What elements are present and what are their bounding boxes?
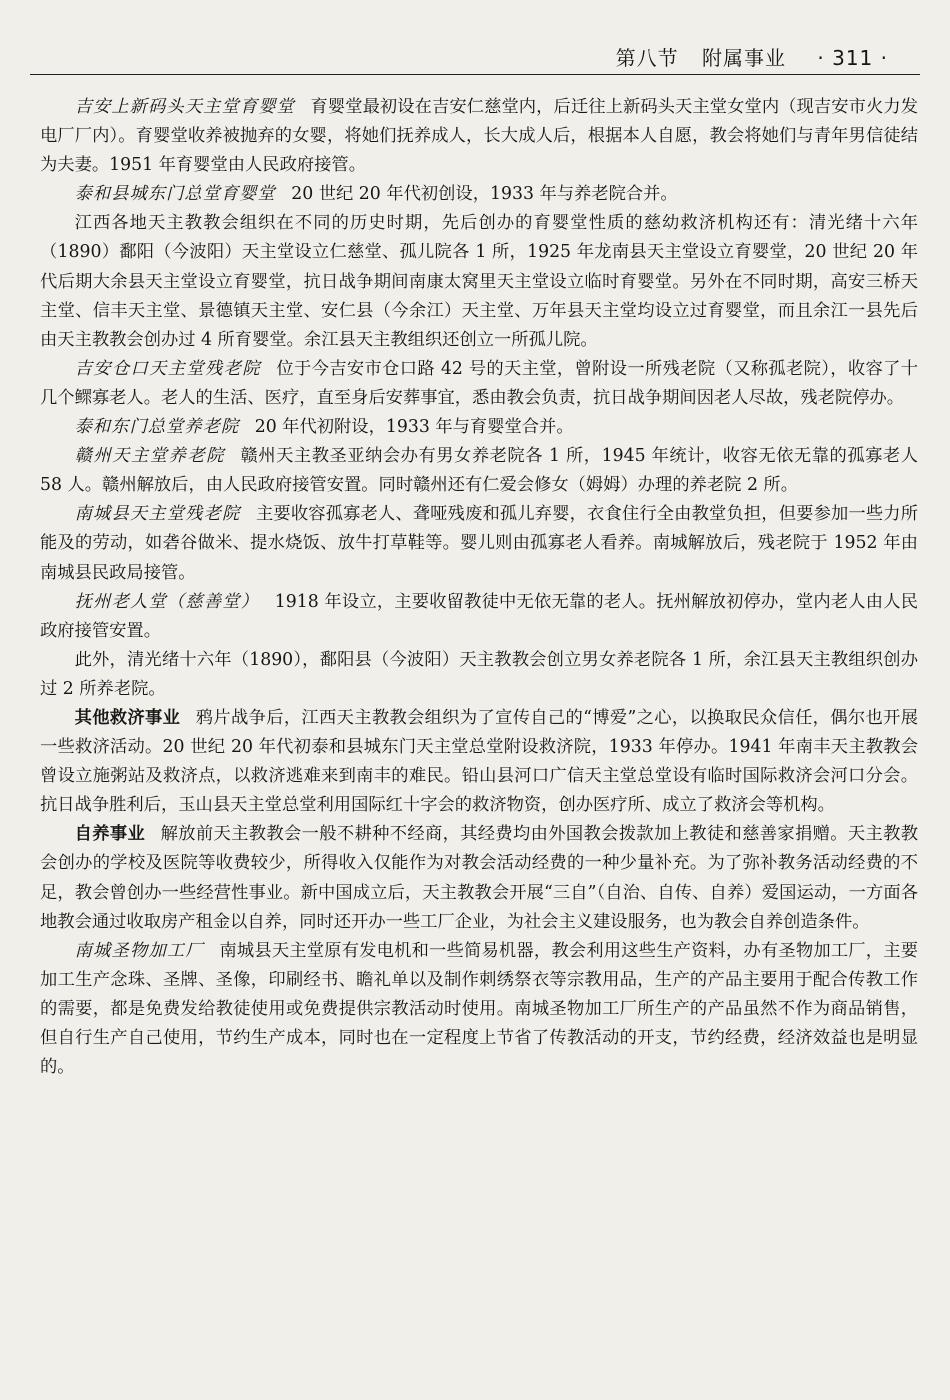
paragraph-heading: 南城县天主堂残老院 <box>74 504 241 525</box>
paragraph-body: 解放前天主教教会一般不耕种不经商，其经费均由外国教会拨款加上教徒和慈善家捐赠。天主教教会创办的学校及医院等收费较少，所得收入仅能作为对教会活动经费的一种少量补充。为了弥补教务活动经费的不足，教会曾创办一些经营性事业。新中国成立后，天主教教会开展“三自”（自治、自传、自养）爱国运动，一方面各地教会通过收取房产租金以自养，同时还开办一些工厂企业，为社会主义建设服务，也为教会自养创造条件。 <box>40 824 918 932</box>
paragraph-heading: 南城圣物加工厂 <box>74 940 204 961</box>
paragraph-heading: 泰和县城东门总堂育婴堂 <box>74 184 276 205</box>
paragraph-jiangxi-orphanages <box>40 209 918 354</box>
header-rule <box>30 74 920 75</box>
paragraph-ji-an-elderly-home <box>40 355 918 413</box>
section-label: 第八节 <box>615 46 679 70</box>
paragraph-other-elderly-homes <box>40 646 918 704</box>
paragraph-body: 鸦片战争后，江西天主教教会组织为了宣传自己的“博爱”之心，以换取民众信任，偶尔也开展一些救济活动。20 世纪 20 年代初泰和县城东门天主堂总堂附设救济院，1933 年停办。1941 年南丰天主教教会曾设立施粥站及救济点，以救济逃难来到南丰的难民。铅山县河口广信天主堂总堂设有临时国际救济会河口分会。抗日战争胜利后，玉山县天主堂总堂利用国际红十字会的救济物资，创办医疗所、成立了救济会等机构。 <box>40 707 918 816</box>
paragraph-taihe-elderly-home <box>40 413 918 442</box>
chapter-title: 附属事业 <box>702 46 787 70</box>
paragraph-body: 20 年代初附设，1933 年与育婴堂合并。 <box>254 417 574 438</box>
paragraph-other-relief <box>40 704 918 820</box>
paragraph-heading: 抚州老人堂（慈善堂） <box>74 591 260 612</box>
paragraph-body: 江西各地天主教教会组织在不同的历史时期，先后创办的育婴堂性质的慈幼救济机构还有：清光绪十六年（1890）鄱阳（今波阳）天主堂设立仁慈堂、孤儿院各 1 所，1925 年龙南县天主堂设立育婴堂，20 世纪 20 年代后期大余县天主堂设立育婴堂，抗日战争期间南康太窝里天主堂设立临时育婴堂。另外在不同时期，高安三桥天主堂、信丰天主堂、景德镇天主堂、安仁县（今余江）天主堂、万年县天主堂均设立过育婴堂，而且余江一县先后由天主教教会创办过 4 所育婴堂。余江县天主教组织还创立一所孤儿院。 <box>40 213 918 350</box>
section-heading: 其他救济事业 <box>74 707 181 728</box>
paragraph-body: 位于今吉安市仓口路 42 号的天主堂，曾附设一所残老院（又称孤老院），收容了十几个鳏寡老人。老人的生活、医疗，直至身后安葬事宜，悉由教会负责，抗日战争期间因老人尽故，残老院停办。 <box>40 358 918 408</box>
paragraph-heading: 赣州天主堂养老院 <box>74 446 225 467</box>
paragraph-body: 此外，清光绪十六年（1890），鄱阳县（今波阳）天主教教会创立男女养老院各 1 所，余江县天主教组织创办过 2 所养老院。 <box>40 649 918 699</box>
paragraph-nancheng-workshop <box>40 937 918 1082</box>
running-header <box>616 42 888 71</box>
paragraph-body: 赣州天主教圣亚纳会办有男女养老院各 1 所，1945 年统计，收容无依无靠的孤寡老人 58 人。赣州解放后，由人民政府接管安置。同时赣州还有仁爱会修女（姆姆）办理的养老院 2 所。 <box>40 446 918 496</box>
paragraph-body: 主要收容孤寡老人、聋哑残废和孤儿弃婴，衣食住行全由教堂负担，但要参加一些力所能及的劳动，如砻谷做米、提水烧饭、放牛打草鞋等。婴儿则由孤寡老人看养。南城解放后，残老院于 1952 年由南城县民政局接管。 <box>40 504 918 583</box>
paragraph-body: 南城县天主堂原有发电机和一些简易机器，教会利用这些生产资料，办有圣物加工厂，主要加工生产念珠、圣牌、圣像，印刷经书、瞻礼单以及制作刺绣祭衣等宗教用品，生产的产品主要用于配合传教工作的需要，都是免费发给教徒使用或免费提供宗教活动时使用。南城圣物加工厂所生产的产品虽然不作为商品销售，但自行生产自己使用，节约生产成本，同时也在一定程度上节省了传教活动的开支，节约经费，经济效益也是明显的。 <box>40 940 918 1078</box>
paragraph-heading: 吉安仓口天主堂残老院 <box>74 358 261 379</box>
paragraph-heading: 泰和东门总堂养老院 <box>74 417 240 438</box>
page-number: · 311 · <box>817 46 888 70</box>
section-heading: 自养事业 <box>74 824 146 845</box>
paragraph-heading: 吉安上新码头天主堂育婴堂 <box>74 97 295 117</box>
paragraph-fuzhou-elderly-hall <box>40 588 918 646</box>
paragraph-nancheng-elderly-home <box>40 500 918 587</box>
paragraph-taihe-orphanage <box>40 180 918 209</box>
body-text <box>40 93 918 1082</box>
paragraph-body: 20 世纪 20 年代初创设，1933 年与养老院合并。 <box>291 184 678 205</box>
paragraph-body: 1918 年设立，主要收留教徒中无依无靠的老人。抚州解放初停办，堂内老人由人民政府接管安置。 <box>40 591 918 641</box>
paragraph-self-support <box>40 820 918 936</box>
paragraph-body: 育婴堂最初设在吉安仁慈堂内，后迁往上新码头天主堂女堂内（现吉安市火力发电厂厂内）。育婴堂收养被抛弃的女婴，将她们抚养成人，长大成人后，根据本人自愿，教会将她们与青年男信徒结为夫妻。1951 年育婴堂由人民政府接管。 <box>40 97 918 176</box>
paragraph-ji-an-orphanage <box>40 93 918 180</box>
paragraph-ganzhou-elderly-home <box>40 442 918 500</box>
